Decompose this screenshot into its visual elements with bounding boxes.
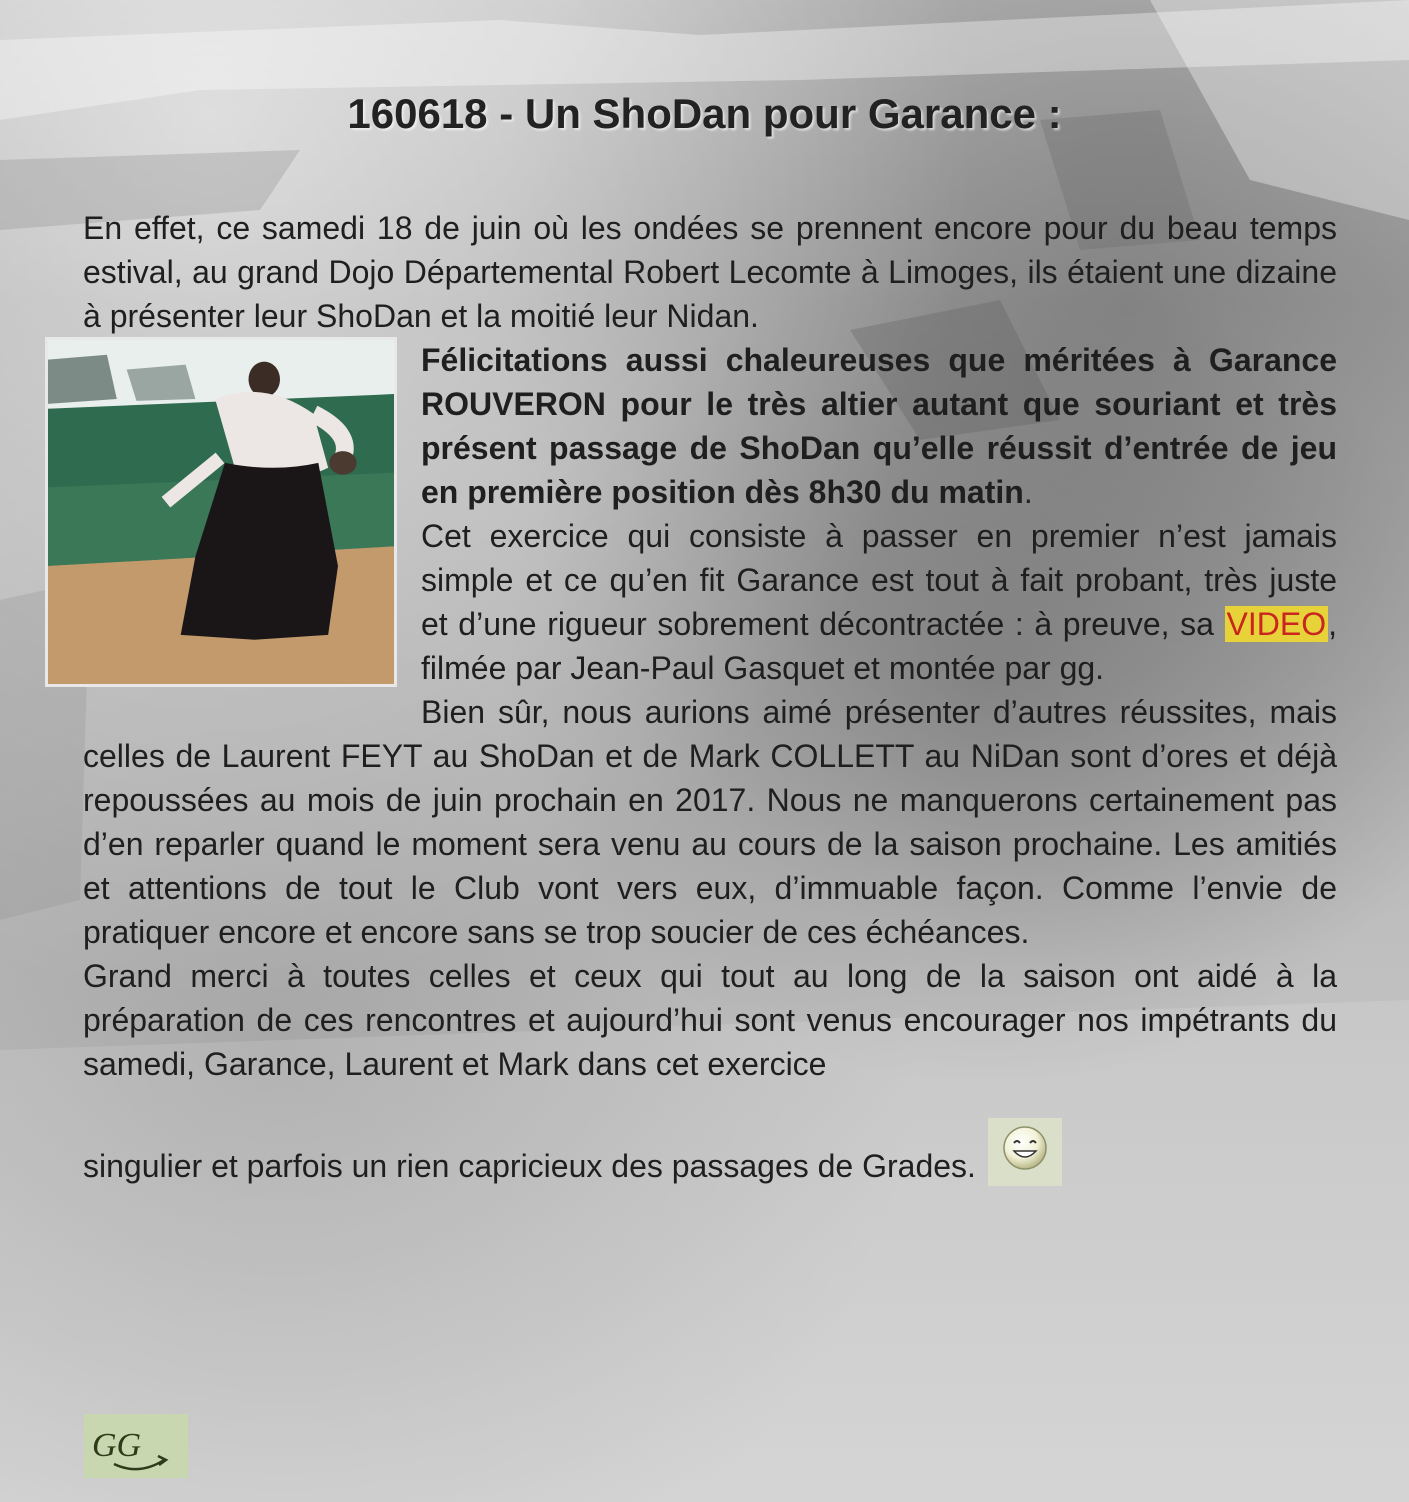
paragraph-thanks: Grand merci à toutes celles et ceux qui tout au long de la saison ont aidé à la préparation de ces rencontres et aujourd’hui sont venus encourager nos impétrants du samedi, Garance, Laurent et Mark dans cet exercice [83,958,1337,1082]
video-credit-text: , filmée par Jean-Paul Gasquet et montée par gg. [421,606,1337,686]
paragraph-intro: En effet, ce samedi 18 de juin où les ondées se prennent encore pour du beau temps estival, au grand Dojo Départemental Robert Lecomte à Limoges, ils étaient une dizaine à présenter leur ShoDan et la moitié leur Nidan. [83,210,1337,334]
closing-text: singulier et parfois un rien capricieux des passages de Grades. [83,1148,976,1184]
page-title: 160618 - Un ShoDan pour Garance : [347,90,1062,137]
video-link[interactable]: VIDEO [1226,606,1327,642]
paragraph-other-grades: Bien sûr, nous aurions aimé présenter d’autres réussites, mais celles de Laurent FEYT au ShoDan et de Mark COLLETT au NiDan sont d’ores et déjà repoussées au mois de juin prochain en 2017. Nous ne manquerons certainement pas d’en reparler quand le moment sera venu au cours de la saison prochaine. Les amitiés et attentions de tout le Club vont vers eux, d’immuable façon. Comme l’envie de pratiquer encore et encore sans se trop soucier de ces échéances. [83,694,1337,950]
paragraph-closing [83,1118,1337,1188]
video-intro-text: Cet exercice qui consiste à passer en premier n’est jamais simple et ce qu’en fit Garance est tout à fait probant, très juste et d’une rigueur sobrement décontractée : à preuve, sa [421,518,1337,642]
gg-logo [84,1414,188,1478]
smiley-face-icon [988,1118,1062,1186]
congratulations-text: Félicitations aussi chaleureuses que méritées à Garance ROUVERON pour le très altier autant que souriant et très présent passage de ShoDan qu’elle réussit d’entrée de jeu en première position dès 8h30 du matin [421,342,1337,510]
aikido-photo [45,337,397,687]
logo-text: GG [92,1427,142,1464]
article-body [83,206,1337,1188]
period: . [1023,474,1033,510]
